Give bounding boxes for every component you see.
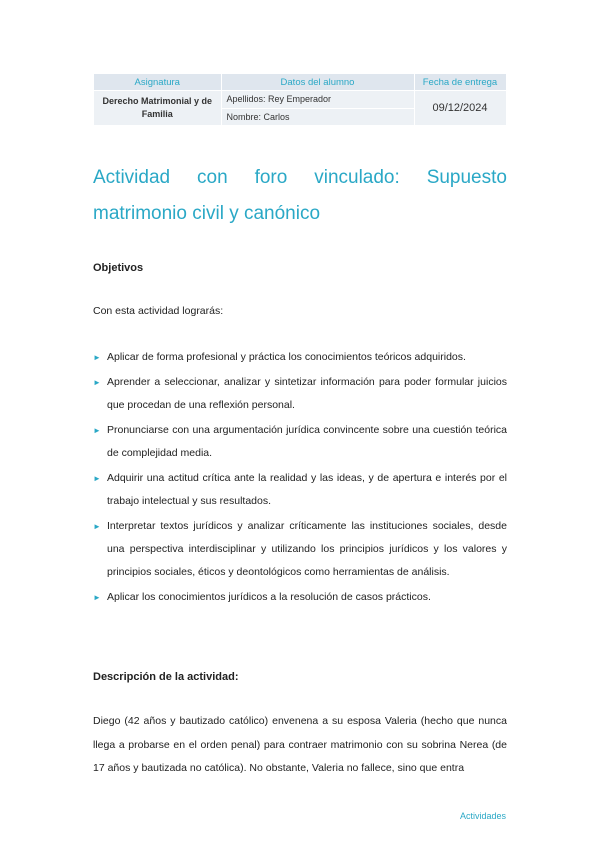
title-word: vinculado:: [314, 167, 400, 188]
bullet-arrow-icon: ►: [93, 474, 101, 483]
title-word: Actividad: [93, 167, 171, 188]
bullet-arrow-icon: ►: [93, 522, 101, 531]
title-word: con: [197, 167, 228, 188]
list-item: ► Interpretar textos jurídicos y analizar críticamente las instituciones sociales, desde una perspectiva interdisciplinar y utilizando los principios jurídicos y los valores y principios sociales, éticos y deontológicos como herramientas de análisis.: [93, 515, 507, 584]
list-item: ► Aplicar de forma profesional y práctica los conocimientos teóricos adquiridos.: [93, 346, 507, 369]
objectives-intro: Con esta actividad lograrás:: [93, 305, 224, 317]
header-student-label: Datos del alumno: [221, 74, 414, 91]
list-item: ► Aplicar los conocimientos jurídicos a la resolución de casos prácticos.: [93, 586, 507, 609]
objectives-heading: Objetivos: [93, 262, 144, 274]
objectives-list: [93, 346, 507, 611]
header-subject-label: Asignatura: [94, 74, 221, 91]
bullet-arrow-icon: ►: [93, 593, 101, 602]
header-date-label: Fecha de entrega: [414, 74, 506, 91]
list-item: ► Aprender a seleccionar, analizar y sintetizar información para poder formular juicios que procedan de una reflexión personal.: [93, 371, 507, 417]
student-name: Nombre: Carlos: [221, 108, 414, 125]
bullet-arrow-icon: ►: [93, 353, 101, 362]
subject-value: Derecho Matrimonial y de Familia: [94, 91, 221, 126]
delivery-date: 09/12/2024: [414, 91, 506, 126]
list-item: ► Pronunciarse con una argumentación jurídica convincente sobre una cuestión teórica de complejidad media.: [93, 419, 507, 465]
title-line-1: [93, 160, 507, 196]
description-text: Diego (42 años y bautizado católico) envenena a su esposa Valeria (hecho que nunca llega a probarse en el orden penal) para contraer matrimonio con su sobrina Nerea (de 17 años y bautizada no católica). No obstante, Valeria no fallece, sino que entra: [93, 715, 507, 774]
title-line-2: matrimonio civil y canónico: [93, 203, 321, 224]
footer-label: Actividades: [459, 811, 506, 821]
header-table: [94, 74, 507, 125]
title-word: Supuesto: [426, 167, 507, 188]
bullet-arrow-icon: ►: [93, 426, 101, 435]
student-surname: Apellidos: Rey Emperador: [221, 91, 414, 109]
title-word: foro: [254, 167, 288, 188]
bullet-arrow-icon: ►: [93, 378, 101, 387]
activity-title: [93, 160, 507, 232]
list-item: ► Adquirir una actitud crítica ante la realidad y las ideas, y de apertura e interés por el trabajo intelectual y sus resultados.: [93, 467, 507, 513]
description-heading: Descripción de la actividad:: [93, 671, 239, 683]
